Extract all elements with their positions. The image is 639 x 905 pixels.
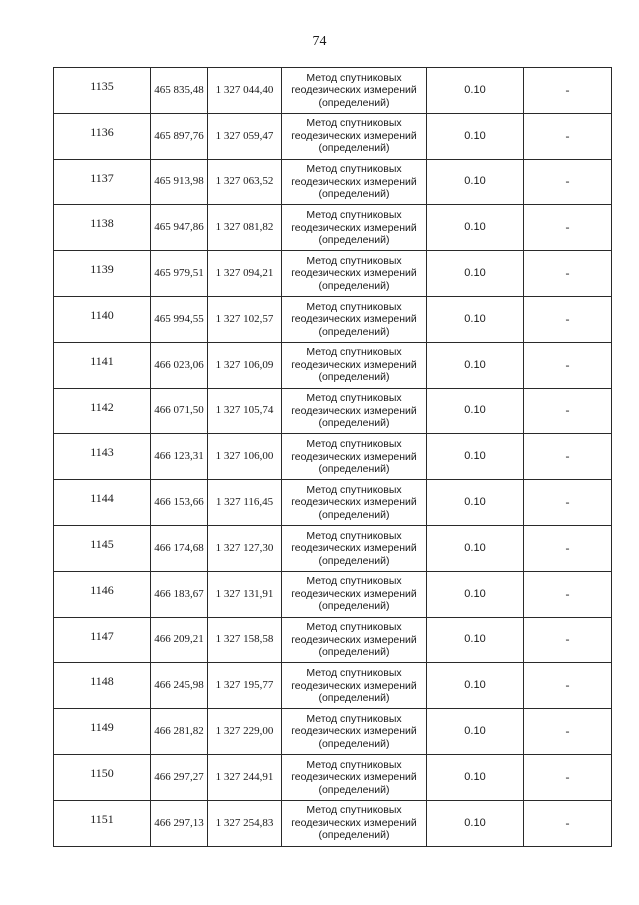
x-coordinate-cell: 465 913,98 — [151, 159, 208, 205]
accuracy-cell: 0.10 — [427, 434, 524, 480]
y-coordinate-cell: 1 327 102,57 — [208, 296, 282, 342]
y-coordinate-cell: 1 327 106,09 — [208, 342, 282, 388]
x-coordinate-cell: 465 835,48 — [151, 68, 208, 114]
y-coordinate-cell: 1 327 195,77 — [208, 663, 282, 709]
note-cell: - — [524, 159, 612, 205]
table-row — [54, 709, 612, 755]
accuracy-cell: 0.10 — [427, 800, 524, 846]
point-number-cell: 1149 — [54, 709, 151, 755]
table-row — [54, 800, 612, 846]
note-cell: - — [524, 754, 612, 800]
point-number-cell: 1145 — [54, 525, 151, 571]
note-cell: - — [524, 709, 612, 755]
point-number-cell: 1147 — [54, 617, 151, 663]
note-cell: - — [524, 480, 612, 526]
x-coordinate-cell: 466 183,67 — [151, 571, 208, 617]
point-number-cell: 1142 — [54, 388, 151, 434]
method-cell: Метод спутниковых геодезических измерений (определений) — [282, 388, 427, 434]
accuracy-cell: 0.10 — [427, 68, 524, 114]
y-coordinate-cell: 1 327 106,00 — [208, 434, 282, 480]
accuracy-cell: 0.10 — [427, 754, 524, 800]
y-coordinate-cell: 1 327 229,00 — [208, 709, 282, 755]
point-number-cell: 1137 — [54, 159, 151, 205]
note-cell: - — [524, 434, 612, 480]
table-row — [54, 251, 612, 297]
x-coordinate-cell: 466 123,31 — [151, 434, 208, 480]
y-coordinate-cell: 1 327 116,45 — [208, 480, 282, 526]
method-cell: Метод спутниковых геодезических измерений (определений) — [282, 296, 427, 342]
x-coordinate-cell: 466 297,13 — [151, 800, 208, 846]
accuracy-cell: 0.10 — [427, 113, 524, 159]
method-cell: Метод спутниковых геодезических измерений (определений) — [282, 342, 427, 388]
note-cell: - — [524, 663, 612, 709]
note-cell: - — [524, 113, 612, 159]
note-cell: - — [524, 571, 612, 617]
accuracy-cell: 0.10 — [427, 296, 524, 342]
note-cell: - — [524, 800, 612, 846]
table-body — [54, 68, 612, 847]
x-coordinate-cell: 466 153,66 — [151, 480, 208, 526]
y-coordinate-cell: 1 327 059,47 — [208, 113, 282, 159]
y-coordinate-cell: 1 327 127,30 — [208, 525, 282, 571]
note-cell: - — [524, 525, 612, 571]
point-number-cell: 1135 — [54, 68, 151, 114]
x-coordinate-cell: 466 209,21 — [151, 617, 208, 663]
accuracy-cell: 0.10 — [427, 205, 524, 251]
note-cell: - — [524, 68, 612, 114]
accuracy-cell: 0.10 — [427, 571, 524, 617]
point-number-cell: 1150 — [54, 754, 151, 800]
table-row — [54, 296, 612, 342]
x-coordinate-cell: 465 994,55 — [151, 296, 208, 342]
y-coordinate-cell: 1 327 063,52 — [208, 159, 282, 205]
method-cell: Метод спутниковых геодезических измерений (определений) — [282, 205, 427, 251]
table-row — [54, 525, 612, 571]
method-cell: Метод спутниковых геодезических измерений (определений) — [282, 525, 427, 571]
point-number-cell: 1143 — [54, 434, 151, 480]
y-coordinate-cell: 1 327 044,40 — [208, 68, 282, 114]
point-number-cell: 1138 — [54, 205, 151, 251]
x-coordinate-cell: 465 947,86 — [151, 205, 208, 251]
x-coordinate-cell: 465 897,76 — [151, 113, 208, 159]
accuracy-cell: 0.10 — [427, 388, 524, 434]
y-coordinate-cell: 1 327 131,91 — [208, 571, 282, 617]
note-cell: - — [524, 342, 612, 388]
accuracy-cell: 0.10 — [427, 663, 524, 709]
table-row — [54, 342, 612, 388]
note-cell: - — [524, 617, 612, 663]
method-cell: Метод спутниковых геодезических измерений (определений) — [282, 434, 427, 480]
table-row — [54, 480, 612, 526]
accuracy-cell: 0.10 — [427, 709, 524, 755]
accuracy-cell: 0.10 — [427, 159, 524, 205]
x-coordinate-cell: 466 023,06 — [151, 342, 208, 388]
point-number-cell: 1146 — [54, 571, 151, 617]
table-row — [54, 754, 612, 800]
note-cell: - — [524, 388, 612, 434]
x-coordinate-cell: 465 979,51 — [151, 251, 208, 297]
accuracy-cell: 0.10 — [427, 525, 524, 571]
note-cell: - — [524, 251, 612, 297]
method-cell: Метод спутниковых геодезических измерений (определений) — [282, 480, 427, 526]
accuracy-cell: 0.10 — [427, 617, 524, 663]
table-row — [54, 113, 612, 159]
point-number-cell: 1136 — [54, 113, 151, 159]
y-coordinate-cell: 1 327 158,58 — [208, 617, 282, 663]
x-coordinate-cell: 466 174,68 — [151, 525, 208, 571]
y-coordinate-cell: 1 327 244,91 — [208, 754, 282, 800]
y-coordinate-cell: 1 327 254,83 — [208, 800, 282, 846]
note-cell: - — [524, 296, 612, 342]
point-number-cell: 1151 — [54, 800, 151, 846]
point-number-cell: 1139 — [54, 251, 151, 297]
page-number: 74 — [312, 34, 327, 49]
method-cell: Метод спутниковых геодезических измерений (определений) — [282, 113, 427, 159]
table-row — [54, 159, 612, 205]
x-coordinate-cell: 466 297,27 — [151, 754, 208, 800]
accuracy-cell: 0.10 — [427, 251, 524, 297]
x-coordinate-cell: 466 245,98 — [151, 663, 208, 709]
method-cell: Метод спутниковых геодезических измерений (определений) — [282, 800, 427, 846]
x-coordinate-cell: 466 071,50 — [151, 388, 208, 434]
accuracy-cell: 0.10 — [427, 480, 524, 526]
table-row — [54, 68, 612, 114]
table-row — [54, 388, 612, 434]
y-coordinate-cell: 1 327 094,21 — [208, 251, 282, 297]
method-cell: Метод спутниковых геодезических измерений (определений) — [282, 663, 427, 709]
note-cell: - — [524, 205, 612, 251]
method-cell: Метод спутниковых геодезических измерений (определений) — [282, 709, 427, 755]
point-number-cell: 1148 — [54, 663, 151, 709]
method-cell: Метод спутниковых геодезических измерений (определений) — [282, 617, 427, 663]
method-cell: Метод спутниковых геодезических измерений (определений) — [282, 754, 427, 800]
table-row — [54, 434, 612, 480]
y-coordinate-cell: 1 327 105,74 — [208, 388, 282, 434]
y-coordinate-cell: 1 327 081,82 — [208, 205, 282, 251]
point-number-cell: 1140 — [54, 296, 151, 342]
accuracy-cell: 0.10 — [427, 342, 524, 388]
point-number-cell: 1141 — [54, 342, 151, 388]
method-cell: Метод спутниковых геодезических измерений (определений) — [282, 159, 427, 205]
method-cell: Метод спутниковых геодезических измерений (определений) — [282, 251, 427, 297]
x-coordinate-cell: 466 281,82 — [151, 709, 208, 755]
table-row — [54, 571, 612, 617]
table-row — [54, 617, 612, 663]
table-row — [54, 663, 612, 709]
method-cell: Метод спутниковых геодезических измерений (определений) — [282, 571, 427, 617]
method-cell: Метод спутниковых геодезических измерений (определений) — [282, 68, 427, 114]
table-row — [54, 205, 612, 251]
point-number-cell: 1144 — [54, 480, 151, 526]
coordinates-table — [53, 67, 612, 847]
